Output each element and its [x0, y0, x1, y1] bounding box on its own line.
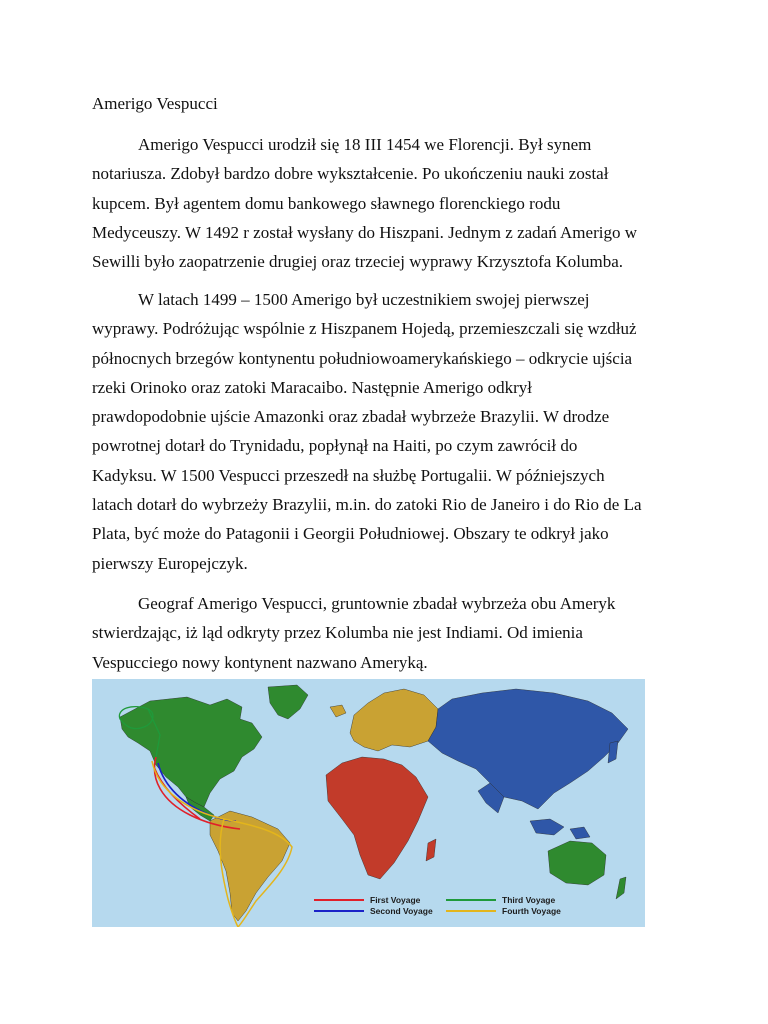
legend-label-third-voyage: Third Voyage — [502, 895, 556, 905]
text-line: Geograf Amerigo Vespucci, gruntownie zbadał wybrzeża obu Ameryk — [138, 594, 616, 613]
text-line: powrotnej dotarł do Trynidadu, popłynął na Haiti, po czym zawrócił do — [92, 436, 578, 456]
text-line: stwierdzając, iż ląd odkryty przez Kolumba nie jest Indiami. Od imienia — [92, 623, 583, 643]
text-line: notariusza. Zdobył bardzo dobre wykształcenie. Po ukończeniu nauki został — [92, 164, 609, 184]
text-line: pierwszy Europejczyk. — [92, 553, 248, 573]
paragraph-3 — [92, 589, 688, 677]
world-map — [92, 679, 645, 927]
paragraph-1 — [92, 130, 688, 276]
text-line: Sewilli było zaopatrzenie drugiej oraz trzeciej wyprawy Krzysztofa Kolumba. — [92, 252, 624, 272]
legend-label-fourth-voyage: Fourth Voyage — [502, 906, 561, 916]
text-line: W latach 1499 – 1500 Amerigo był uczestnikiem swojej pierwszej — [138, 290, 590, 309]
voyages-map-image — [92, 679, 645, 927]
text-line: kupcem. Był agentem domu bankowego sławnego florenckiego rodu — [92, 193, 561, 213]
legend-label-first-voyage: First Voyage — [370, 895, 421, 905]
legend-label-second-voyage: Second Voyage — [370, 906, 433, 916]
text-line: Plata, być może do Patagonii i Georgii Południowej. Obszary te odkrył jako — [92, 524, 609, 544]
text-line: prawdopodobnie ujście Amazonki oraz zbadał wybrzeże Brazylii. W drodze — [92, 407, 610, 427]
text-line: rzeki Orinoko oraz zatoki Maracaibo. Następnie Amerigo odkrył — [92, 377, 532, 397]
text-line: latach dotarł do wybrzeży Brazylii, m.in. do zatoki Rio de Janeiro i do Rio de La — [92, 495, 642, 515]
paragraph-2 — [92, 285, 688, 578]
text-line: Vespucciego nowy kontynent nazwano Ameryką. — [92, 652, 428, 672]
document-title: Amerigo Vespucci — [92, 94, 218, 113]
text-line: Amerigo Vespucci urodził się 18 III 1454 we Florencji. Był synem — [138, 135, 592, 154]
text-line: Kadyksu. W 1500 Vespucci przeszedł na służbę Portugalii. W późniejszych — [92, 465, 605, 485]
text-line: północnych brzegów kontynentu południowoamerykańskiego – odkrycie ujścia — [92, 348, 633, 368]
text-line: wyprawy. Podróżując wspólnie z Hiszpanem Hojedą, przemieszczali się wzdłuż — [92, 319, 637, 339]
text-line: Medyceuszy. W 1492 r został wysłany do Hiszpani. Jednym z zadań Amerigo w — [92, 222, 637, 242]
